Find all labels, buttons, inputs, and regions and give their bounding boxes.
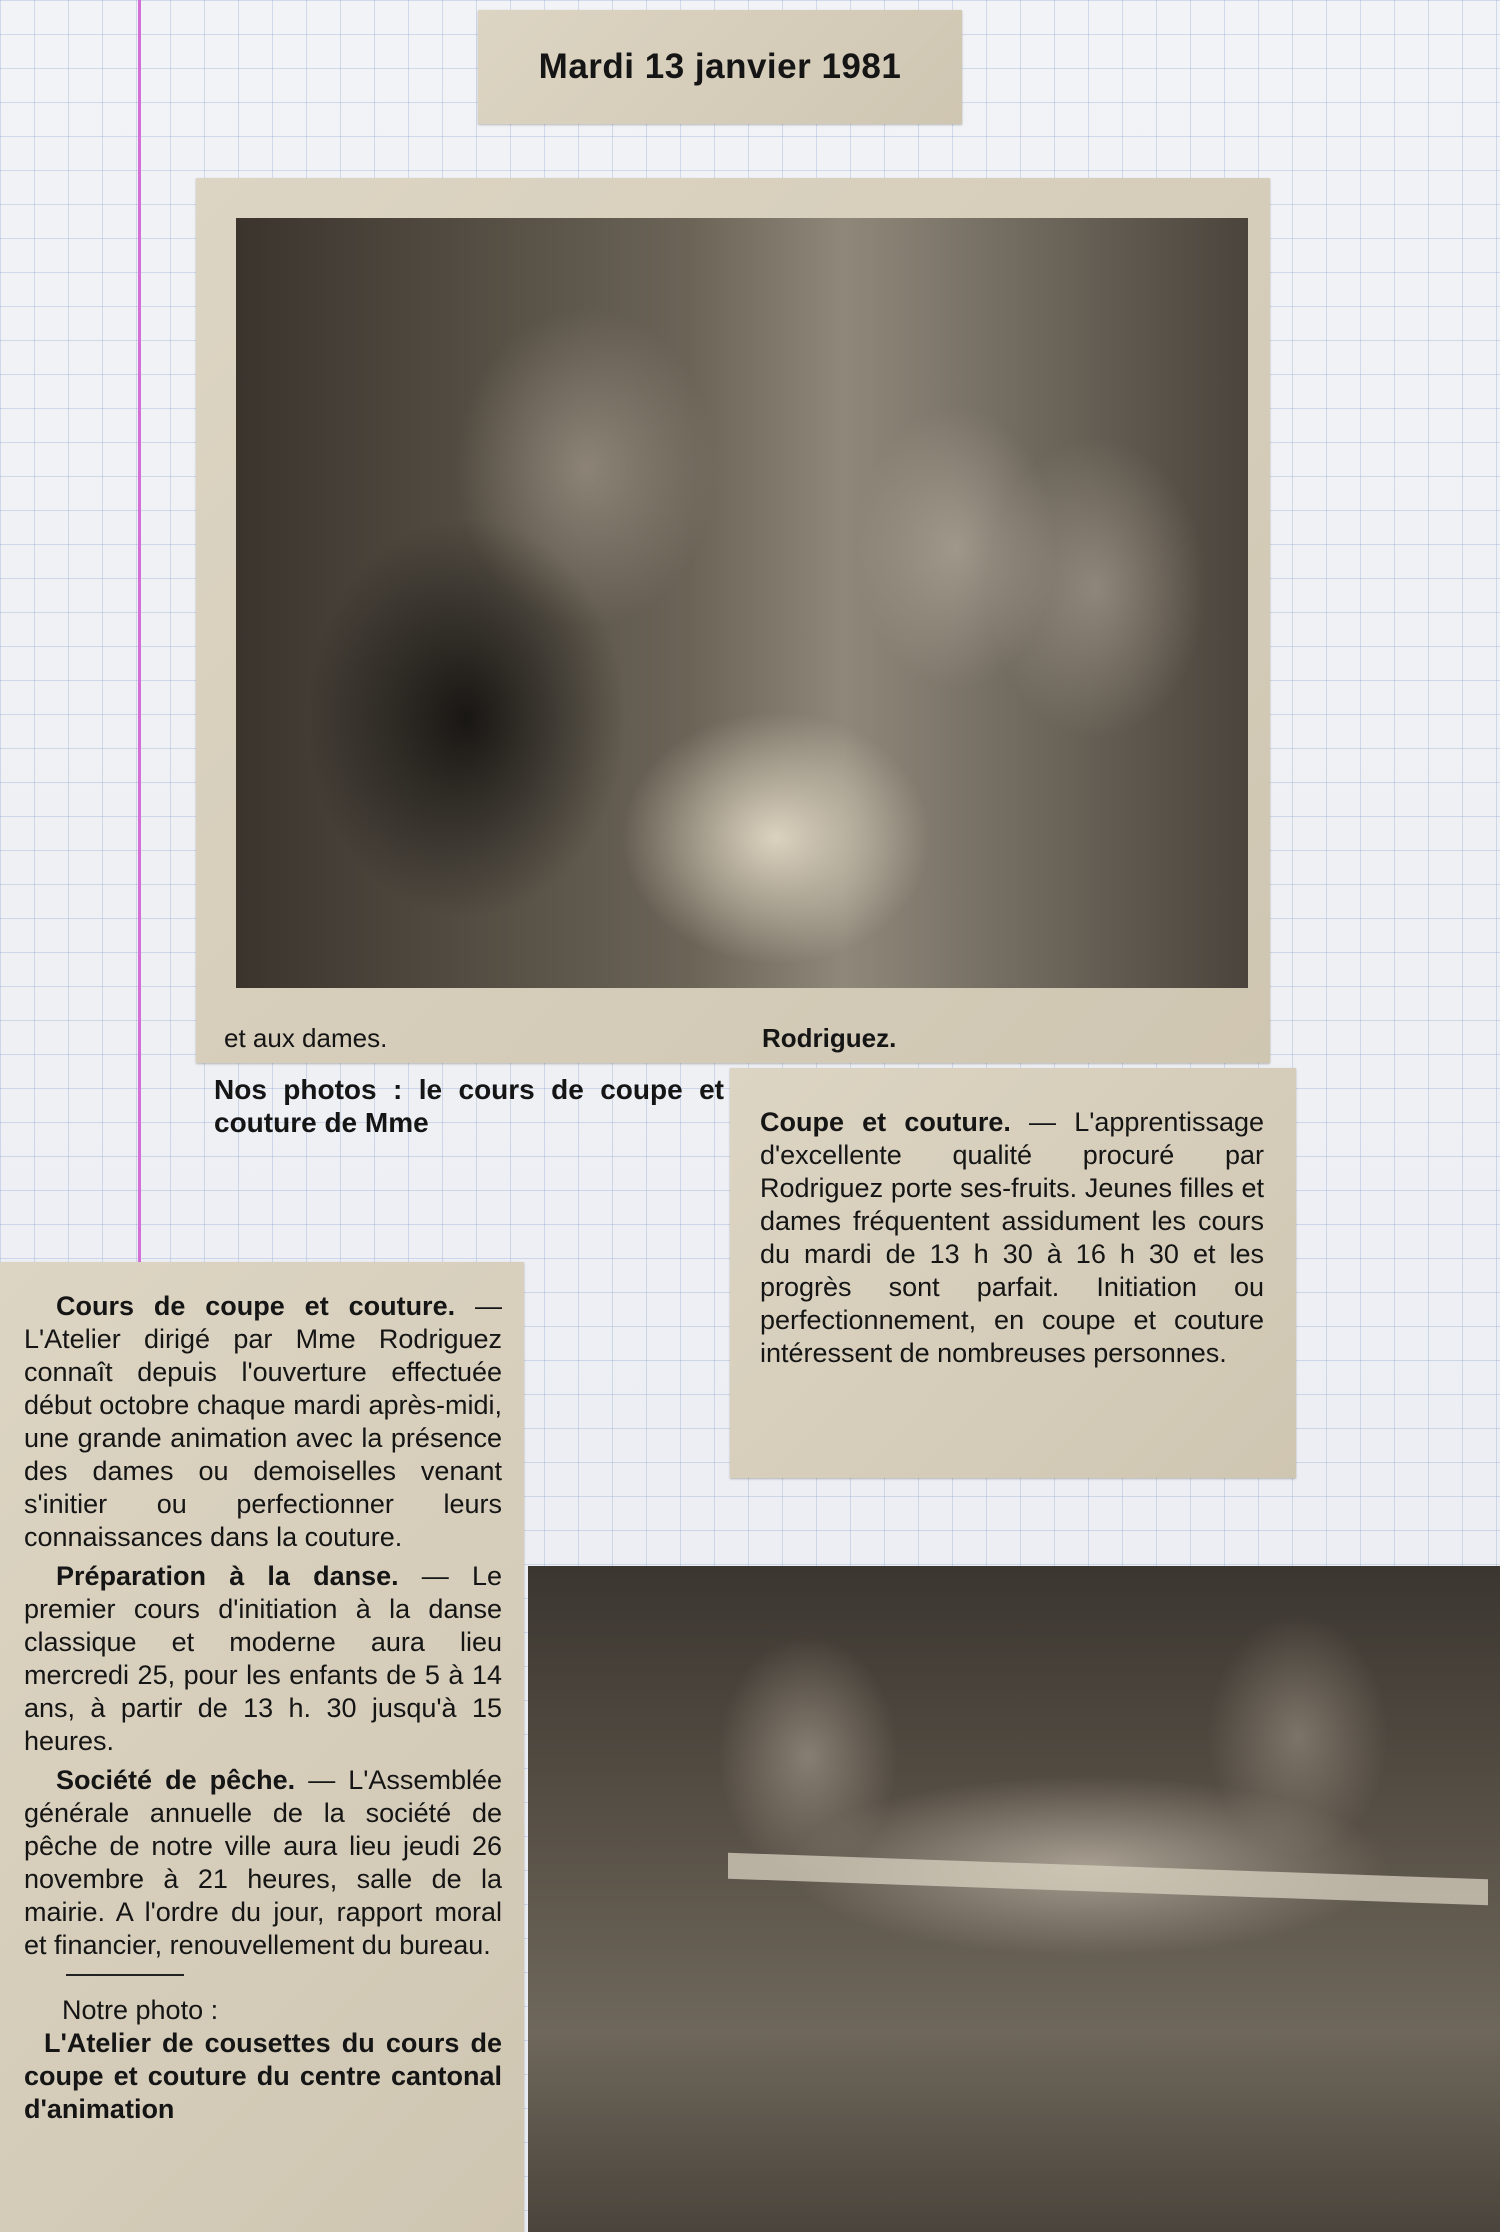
sewing-class-photo xyxy=(236,218,1248,988)
article-section xyxy=(24,1290,502,1554)
left-article-clipping xyxy=(0,1262,524,2232)
divider xyxy=(66,1974,184,1976)
notebook-margin-line xyxy=(138,0,141,1300)
workshop-photo xyxy=(528,1566,1500,2232)
section-body: — Le premier cours d'initiation à la danse classique et moderne aura lieu mercredi 25, pour les enfants de 5 à 14 ans, à partir de 13 h. 30 jusqu'à 15 heures. xyxy=(24,1561,502,1756)
photo-caption-right: Rodriguez. xyxy=(762,1023,897,1053)
section-heading: Société de pêche. xyxy=(56,1765,296,1795)
photo-caption-left: et aux dames. xyxy=(224,1023,388,1053)
right-article-heading: Coupe et couture. xyxy=(760,1107,1011,1137)
photo-label: Notre photo : xyxy=(62,1995,219,2025)
section-body: — L'Atelier dirigé par Mme Rodriguez connaît depuis l'ouverture effectuée début octobre chaque mardi après-midi, une grande animation avec la présence des dames ou demoiselles venant s'initier ou perfectionner leurs connaissances dans la couture. xyxy=(24,1291,502,1552)
date-clipping xyxy=(478,10,962,124)
photo-caption: L'Atelier de cousettes du cours de coupe et couture du centre cantonal d'animation xyxy=(24,2028,502,2124)
table-shape xyxy=(728,1853,1488,1906)
article-section xyxy=(24,1560,502,1758)
section-heading: Cours de coupe et couture. xyxy=(56,1291,456,1321)
article-section xyxy=(24,1764,502,1962)
section-body: — L'Assemblée générale annuelle de la société de pêche de notre ville aura lieu jeudi 26 novembre à 21 heures, salle de la mairie. A l'ordre du jour, rapport moral et financier, renouvellement du bureau. xyxy=(24,1765,502,1960)
photo-caption-block: Nos photos : le cours de coupe et couture de Mme xyxy=(214,1074,724,1138)
date-text: Mardi 13 janvier 1981 xyxy=(538,47,902,86)
right-article-clipping xyxy=(730,1068,1296,1478)
photo-clipping xyxy=(196,178,1270,1138)
right-article-paragraph xyxy=(760,1106,1264,1370)
section-heading: Préparation à la danse. xyxy=(56,1561,399,1591)
right-article-body: — L'apprentissage d'excellente qualité procuré par Rodriguez porte ses-fruits. Jeunes filles et dames fréquentent assidument les cours du mardi de 13 h 30 à 16 h 30 et les progrès sont parfait. Initiation ou perfectionnement, en coupe et couture intéressent de nombreuses personnes. xyxy=(760,1107,1264,1368)
